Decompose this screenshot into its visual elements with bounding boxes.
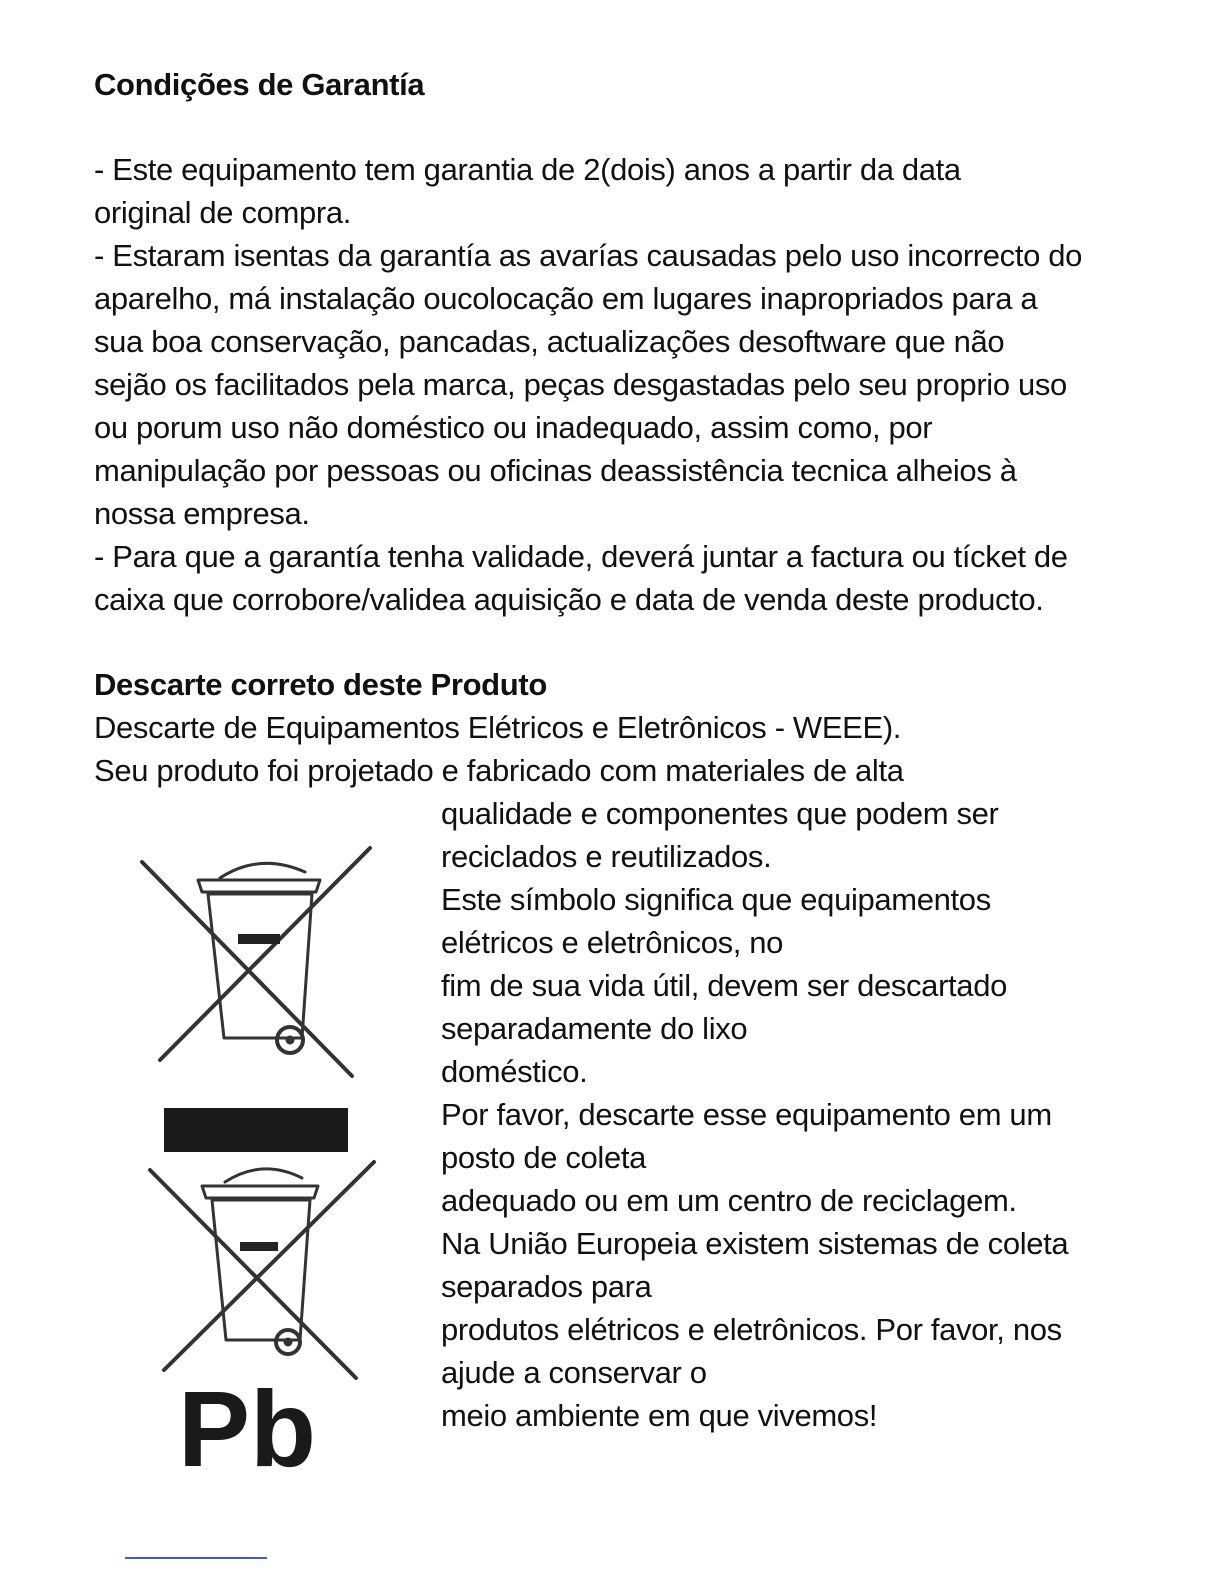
disposal-side-line: produtos elétricos e eletrônicos. Por favor, nos [441, 1312, 1062, 1347]
warranty-line: - Estaram isentas da garantía as avarías causadas pelo uso incorrecto do [94, 238, 1083, 273]
warranty-line: aparelho, má instalação oucolocação em lugares inapropriados para a [94, 281, 1038, 316]
warranty-line: original de compra. [94, 195, 351, 230]
warranty-line: nossa empresa. [94, 496, 310, 531]
warranty-line: sua boa conservação, pancadas, actualizações desoftware que não [94, 324, 1005, 359]
warranty-line: caixa que corrobore/validea aquisição e data de venda deste producto. [94, 582, 1044, 617]
disposal-side-line: ajude a conservar o [441, 1355, 707, 1390]
warranty-line: sejão os facilitados pela marca, peças desgastadas pelo seu proprio uso [94, 367, 1067, 402]
pb-label: Pb [178, 1368, 317, 1489]
disposal-side-line: reciclados e reutilizados. [441, 839, 772, 874]
footer-rule [125, 1557, 267, 1559]
disposal-side-line: fim de sua vida útil, devem ser descartado [441, 968, 1007, 1003]
disposal-side-line: Por favor, descarte esse equipamento em um [441, 1097, 1052, 1132]
disposal-intro-line: Descarte de Equipamentos Elétricos e Eletrônicos - WEEE). [94, 710, 902, 745]
warranty-line: manipulação por pessoas ou oficinas deassistência tecnica alheios à [94, 453, 1017, 488]
warranty-line: - Para que a garantía tenha validade, deverá juntar a factura ou tícket de [94, 539, 1068, 574]
disposal-side-line: Na União Europeia existem sistemas de coleta [441, 1226, 1069, 1261]
disposal-side-line: doméstico. [441, 1054, 588, 1089]
warranty-title: Condições de Garantía [94, 67, 425, 102]
disposal-side-line: adequado ou em um centro de reciclagem. [441, 1183, 1017, 1218]
disposal-intro-line: Seu produto foi projetado e fabricado com materiales de alta [94, 753, 904, 788]
disposal-side-line: elétricos e eletrônicos, no [441, 925, 784, 960]
separator-bar [164, 1108, 348, 1152]
disposal-side-line: meio ambiente em que vivemos! [441, 1398, 878, 1433]
warranty-line: - Este equipamento tem garantia de 2(dois) anos a partir da data [94, 152, 961, 187]
disposal-side-line: posto de coleta [441, 1140, 647, 1175]
crossed-out-wheelie-bin-icon [142, 848, 370, 1076]
disposal-side-line: separados para [441, 1269, 652, 1304]
weee-symbol [120, 830, 400, 1490]
disposal-side-line: separadamente do lixo [441, 1011, 748, 1046]
warranty-line: ou porum uso não doméstico ou inadequado, assim como, por [94, 410, 933, 445]
crossed-out-wheelie-bin-pb-icon [150, 1162, 374, 1378]
disposal-title: Descarte correto deste Produto [94, 667, 547, 702]
disposal-side-line: Este símbolo significa que equipamentos [441, 882, 991, 917]
disposal-side-line: qualidade e componentes que podem ser [441, 796, 999, 831]
